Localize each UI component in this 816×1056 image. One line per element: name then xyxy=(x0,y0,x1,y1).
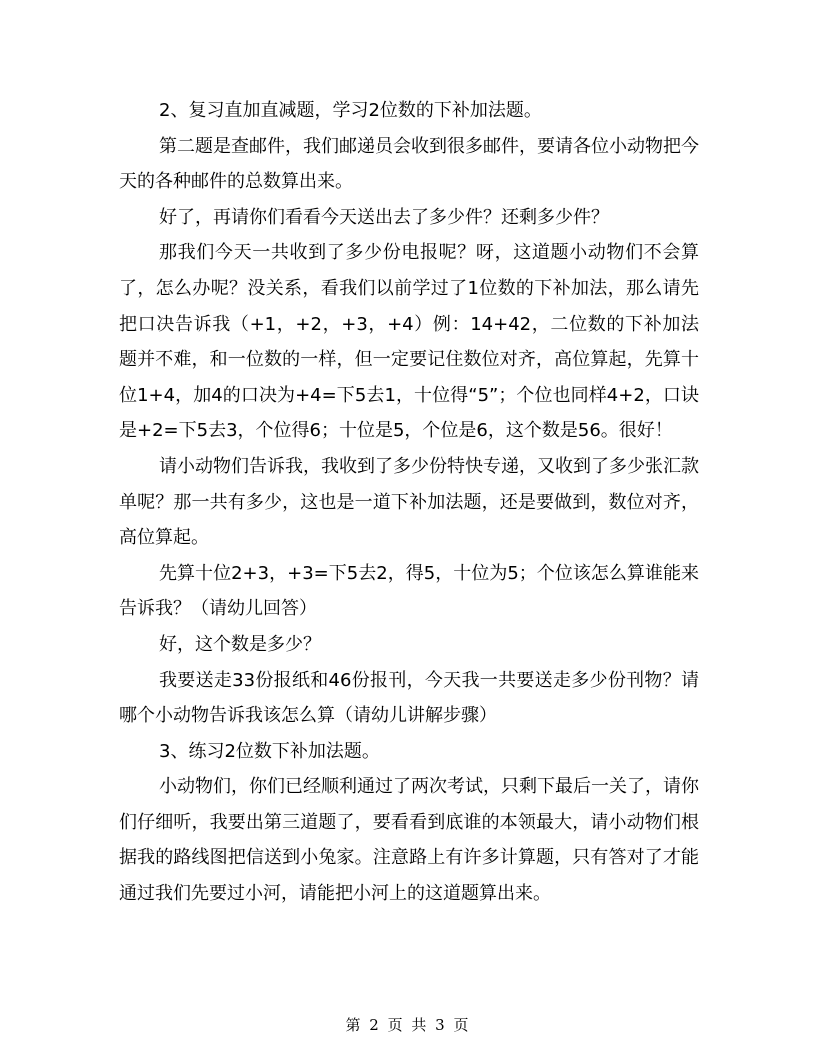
paragraph-what-number: 好，这个数是多少？ xyxy=(159,633,321,655)
paragraph-section-3-heading: 3、练习2位数下补加法题。 xyxy=(159,740,380,762)
paragraph-tens-first: 先算十位2+3，+3=下5去2，得5，十位为5；个位该怎么算谁能来告诉我？（请幼儿回答） xyxy=(119,562,699,620)
paragraph-express-remittance: 请小动物们告诉我，我收到了多少份特快专递，又收到了多少张汇款单呢？那一共有多少，这也是一道下补加法题，还是要做到，数位对齐，高位算起。 xyxy=(119,455,699,549)
paragraph-sent-out: 好了，再请你们看看今天送出去了多少件？还剩多少件？ xyxy=(159,206,609,228)
paragraph-telegram-example: 那我们今天一共收到了多少份电报呢？呀，这道题小动物们不会算了，怎么办呢？没关系，看我们以前学过了1位数的下补加法，那么请先把口决告诉我（+1，+2，+3，+4）例：14+42，二位数的下补加法题并不难，和一位数的一样，但一定要记住数位对齐，高位算起，先算十位1+4，加4的口决为+4=下5去1，十位得“5”；个位也同样4+2，口诀是+2=下5去3，个位得6；十位是5，个位是6，这个数是56。很好！ xyxy=(119,242,699,442)
paragraph-check-mail: 第二题是查邮件，我们邮递员会收到很多邮件，要请各位小动物把今天的各种邮件的总数算出来。 xyxy=(119,135,699,193)
document-body xyxy=(119,93,699,912)
paragraph-final-challenge: 小动物们，你们已经顺利通过了两次考试，只剩下最后一关了，请你们仔细听，我要出第三道题了，要看看到底谁的本领最大，请小动物们根据我的路线图把信送到小兔家。注意路上有许多计算题，只有答对了才能通过我们先要过小河，请能把小河上的这道题算出来。 xyxy=(119,776,699,905)
paragraph-section-2-heading: 2、复习直加直减题，学习2位数的下补加法题。 xyxy=(159,100,542,121)
page-footer: 第 2 页 共 3 页 xyxy=(345,1016,471,1034)
paragraph-send-newspapers: 我要送走33份报纸和46份报刊，今天我一共要送走多少份刊物？请哪个小动物告诉我该怎么算（请幼儿讲解步骤） xyxy=(119,669,699,727)
